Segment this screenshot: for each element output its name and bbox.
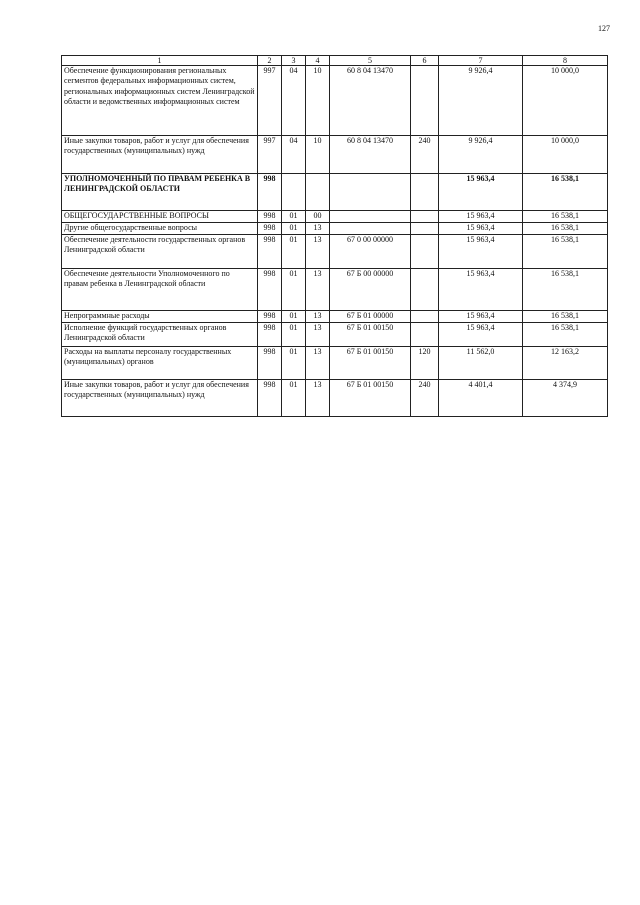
row-subsection: 00 <box>306 211 330 223</box>
row-name: Другие общегосударственные вопросы <box>62 223 258 235</box>
row-ministry: 998 <box>258 174 282 211</box>
row-amount-2: 10 000,0 <box>523 136 608 174</box>
table-row <box>62 66 608 136</box>
row-amount-1: 9 926,4 <box>439 66 523 136</box>
row-target-article: 67 Б 01 00150 <box>330 347 411 380</box>
row-amount-1: 9 926,4 <box>439 136 523 174</box>
row-name: Расходы на выплаты персоналу государственных (муниципальных) органов <box>62 347 258 380</box>
row-amount-1: 15 963,4 <box>439 269 523 311</box>
row-target-article: 67 0 00 00000 <box>330 235 411 269</box>
row-ministry: 997 <box>258 66 282 136</box>
row-ministry: 998 <box>258 269 282 311</box>
row-expense-type <box>411 174 439 211</box>
row-expense-type <box>411 269 439 311</box>
row-expense-type <box>411 311 439 323</box>
row-expense-type <box>411 323 439 347</box>
row-amount-2: 16 538,1 <box>523 174 608 211</box>
row-amount-1: 15 963,4 <box>439 174 523 211</box>
row-section: 01 <box>282 347 306 380</box>
row-target-article: 67 Б 01 00150 <box>330 380 411 417</box>
header-cell: 1 <box>62 56 258 66</box>
row-section: 01 <box>282 380 306 417</box>
row-amount-1: 15 963,4 <box>439 211 523 223</box>
row-subsection: 13 <box>306 347 330 380</box>
row-name: Иные закупки товаров, работ и услуг для обеспечения государственных (муниципальных) нужд <box>62 136 258 174</box>
row-target-article <box>330 174 411 211</box>
row-ministry: 998 <box>258 223 282 235</box>
row-amount-2: 16 538,1 <box>523 323 608 347</box>
row-expense-type: 240 <box>411 380 439 417</box>
row-expense-type: 240 <box>411 136 439 174</box>
table-row <box>62 174 608 211</box>
row-amount-1: 15 963,4 <box>439 235 523 269</box>
row-subsection: 13 <box>306 311 330 323</box>
table-row <box>62 211 608 223</box>
row-amount-1: 11 562,0 <box>439 347 523 380</box>
table-row <box>62 323 608 347</box>
row-subsection <box>306 174 330 211</box>
table-row <box>62 269 608 311</box>
row-expense-type <box>411 235 439 269</box>
row-amount-2: 12 163,2 <box>523 347 608 380</box>
row-section <box>282 174 306 211</box>
row-subsection: 13 <box>306 223 330 235</box>
row-subsection: 10 <box>306 136 330 174</box>
row-amount-1: 15 963,4 <box>439 311 523 323</box>
row-ministry: 998 <box>258 380 282 417</box>
header-row <box>62 56 608 66</box>
row-subsection: 13 <box>306 380 330 417</box>
row-target-article: 67 Б 01 00150 <box>330 323 411 347</box>
row-section: 01 <box>282 311 306 323</box>
table-row <box>62 136 608 174</box>
row-name: Обеспечение деятельности Уполномоченного по правам ребенка в Ленинградской области <box>62 269 258 311</box>
row-section: 01 <box>282 269 306 311</box>
table-row <box>62 223 608 235</box>
row-name: Обеспечение функционирования региональных сегментов федеральных информационных систем, региональных информационных систем Ленинградской области и ведомственных информационных систем <box>62 66 258 136</box>
row-name: УПОЛНОМОЧЕННЫЙ ПО ПРАВАМ РЕБЕНКА В ЛЕНИНГРАДСКОЙ ОБЛАСТИ <box>62 174 258 211</box>
row-expense-type <box>411 223 439 235</box>
table-row <box>62 347 608 380</box>
row-section: 01 <box>282 223 306 235</box>
row-section: 01 <box>282 211 306 223</box>
row-amount-2: 16 538,1 <box>523 235 608 269</box>
row-name: Обеспечение деятельности государственных органов Ленинградской области <box>62 235 258 269</box>
row-name: ОБЩЕГОСУДАРСТВЕННЫЕ ВОПРОСЫ <box>62 211 258 223</box>
row-section: 01 <box>282 323 306 347</box>
row-ministry: 998 <box>258 323 282 347</box>
row-amount-2: 16 538,1 <box>523 211 608 223</box>
row-name: Непрограммные расходы <box>62 311 258 323</box>
row-section: 04 <box>282 66 306 136</box>
row-section: 04 <box>282 136 306 174</box>
row-amount-2: 16 538,1 <box>523 311 608 323</box>
row-ministry: 997 <box>258 136 282 174</box>
row-subsection: 13 <box>306 235 330 269</box>
header-cell: 4 <box>306 56 330 66</box>
row-ministry: 998 <box>258 347 282 380</box>
row-section: 01 <box>282 235 306 269</box>
row-expense-type: 120 <box>411 347 439 380</box>
table-row <box>62 235 608 269</box>
row-amount-1: 15 963,4 <box>439 323 523 347</box>
table-row <box>62 380 608 417</box>
header-cell: 3 <box>282 56 306 66</box>
page-number: 127 <box>598 24 610 33</box>
row-subsection: 13 <box>306 323 330 347</box>
header-cell: 6 <box>411 56 439 66</box>
header-cell: 7 <box>439 56 523 66</box>
row-ministry: 998 <box>258 211 282 223</box>
row-amount-2: 4 374,9 <box>523 380 608 417</box>
budget-table <box>61 55 608 417</box>
row-subsection: 10 <box>306 66 330 136</box>
row-amount-2: 16 538,1 <box>523 269 608 311</box>
row-target-article: 67 Б 00 00000 <box>330 269 411 311</box>
row-target-article: 60 8 04 13470 <box>330 66 411 136</box>
row-ministry: 998 <box>258 311 282 323</box>
row-amount-1: 4 401,4 <box>439 380 523 417</box>
row-target-article <box>330 223 411 235</box>
row-expense-type <box>411 66 439 136</box>
row-amount-1: 15 963,4 <box>439 223 523 235</box>
row-target-article: 60 8 04 13470 <box>330 136 411 174</box>
header-cell: 8 <box>523 56 608 66</box>
row-name: Исполнение функций государственных органов Ленинградской области <box>62 323 258 347</box>
row-target-article <box>330 211 411 223</box>
row-target-article: 67 Б 01 00000 <box>330 311 411 323</box>
header-cell: 2 <box>258 56 282 66</box>
row-amount-2: 10 000,0 <box>523 66 608 136</box>
row-ministry: 998 <box>258 235 282 269</box>
row-name: Иные закупки товаров, работ и услуг для обеспечения государственных (муниципальных) нужд <box>62 380 258 417</box>
table-row <box>62 311 608 323</box>
row-subsection: 13 <box>306 269 330 311</box>
header-cell: 5 <box>330 56 411 66</box>
row-amount-2: 16 538,1 <box>523 223 608 235</box>
row-expense-type <box>411 211 439 223</box>
